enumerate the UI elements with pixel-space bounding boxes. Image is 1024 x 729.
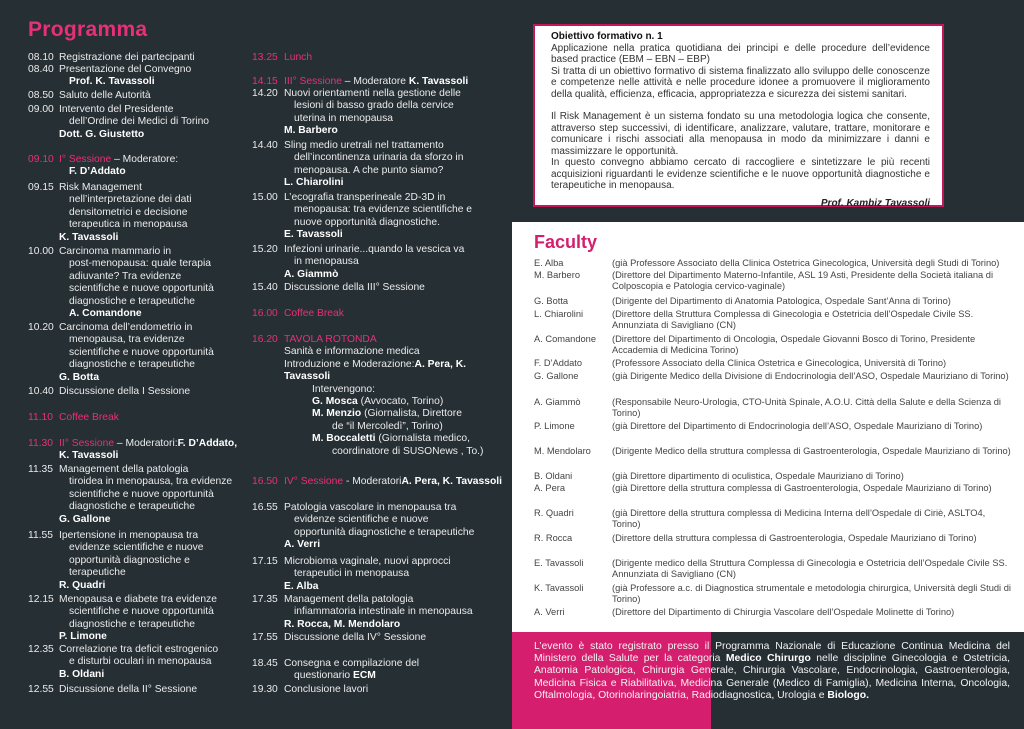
schedule-text: Presentazione del Convegno Prof. K. Tavassoli — [59, 64, 192, 88]
schedule-text: Management della patologia tiroidea in menopausa, tra evidenze scientifiche e nuove opportunità diagnostiche e terapeutiche G. Gallone — [59, 464, 233, 525]
schedule-time: 09.10 — [28, 154, 54, 165]
schedule-time: 10.20 — [28, 322, 54, 333]
schedule-time: 08.50 — [28, 90, 54, 101]
ecm-panel — [512, 632, 1024, 729]
schedule-text: II° Sessione – Moderatori:F. D’Addato, K. Tavassoli — [59, 438, 238, 462]
schedule-text: Discussione della IV° Sessione — [284, 632, 427, 643]
schedule-text: Nuovi orientamenti nella gestione delle lesioni di basso grado della cervice uterina in menopausa M. Barbero — [284, 88, 461, 137]
schedule-text: Correlazione tra deficit estrogenico e disturbi oculari in menopausa B. Oldani — [59, 644, 219, 680]
objective-paragraph-3: Il Risk Management è un sistema fondato su una metodologia logica che consente, attraverso step successivi, di identificare, analizzare, valutare, trattare, monitorare e comunicare i rischi associati alla menopausa in modo da minimizzare i danni e massimizzare le opportunità. — [551, 111, 930, 157]
faculty-panel — [512, 222, 1024, 632]
schedule-text: IV° Sessione - ModeratoriA. Pera, K. Tavassoli — [284, 476, 502, 487]
schedule-text: Sling medio uretrali nel trattamento dell’incontinenza urinaria da sforzo in menopausa. A che punto siamo? L. Chiarolini — [284, 140, 464, 189]
faculty-description: (Responsabile Neuro-Urologia, CTO-Unità Spinale, A.O.U. Città della Salute e della Scienza di Torino) — [612, 397, 1001, 418]
schedule-text: III° Sessione – Moderatore K. Tavassoli — [284, 76, 469, 87]
faculty-description: (già Professore Associato della Clinica Ostetrica Ginecologica, Università degli Studi di Torino) — [612, 258, 1000, 268]
schedule-time: 11.35 — [28, 464, 54, 475]
schedule-time: 19.30 — [252, 684, 278, 695]
ecm-category: Medico Chirurgo — [725, 653, 811, 665]
schedule-time: 16.50 — [252, 476, 278, 487]
faculty-description: (Dirigente medico della Struttura Complessa di Ginecologia e Ostetricia dell’Ospedale Civile SS. Annunziata di Savigliano (CN) — [612, 558, 1008, 579]
schedule-time: 14.15 — [252, 76, 278, 87]
faculty-name: F. D’Addato — [534, 358, 583, 368]
schedule-time: 18.45 — [252, 658, 278, 669]
schedule-text: I° Sessione – Moderatore: F. D’Addato — [59, 154, 179, 178]
schedule-time: 14.20 — [252, 88, 278, 99]
faculty-description: (già Direttore della struttura complessa di Gastroenterologia, Ospedale Mauriziano di Torino) — [612, 483, 992, 493]
schedule-time: 17.55 — [252, 632, 278, 643]
faculty-description: (Direttore del Dipartimento di Chirurgia Vascolare dell’Ospedale Molinette di Torino) — [612, 607, 955, 617]
schedule-text: L’ecografia transperineale 2D-3D in menopausa: tra evidenze scientifiche e nuove opportunità diagnostiche. E. Tavassoli — [284, 192, 473, 241]
schedule-text: Microbioma vaginale, nuovi approcci terapeutici in menopausa E. Alba — [284, 556, 451, 592]
objective-title: Obiettivo formativo n. 1 — [551, 31, 663, 42]
schedule-text: Carcinoma mammario in post-menopausa: quale terapia adiuvante? Tra evidenze scientifiche e nuove opportunità diagnostiche e terapeutiche A. Comandone — [59, 246, 214, 320]
objective-paragraph-1: Applicazione nella pratica quotidiana dei principi e delle procedure dell’evidence based practice (EBM – EBN – EBP) — [551, 42, 930, 65]
objective-box — [533, 24, 944, 207]
schedule-time: 16.00 — [252, 308, 278, 319]
schedule-time: 16.20 — [252, 334, 278, 345]
faculty-description: (già Direttore del Dipartimento di Endocrinologia dell’ASO, Ospedale Mauriziano di Torino) — [612, 421, 983, 431]
faculty-description: (già Dirigente Medico della Divisione di Endocrinologia dell’ASO, Ospedale Mauriziano di Torino) — [612, 371, 1009, 381]
faculty-description: (già Professore a.c. di Diagnostica strumentale e metodologia chirurgica, Università degli Studi di Torino) — [612, 583, 1011, 604]
schedule-text: Discussione della I Sessione — [59, 386, 191, 397]
schedule-time: 13.25 — [252, 52, 278, 63]
schedule-time: 12.55 — [28, 684, 54, 695]
schedule-time: 11.55 — [28, 530, 54, 541]
faculty-description: (Direttore della struttura complessa di Gastroenterologia, Ospedale Mauriziano di Torino) — [612, 533, 977, 543]
schedule-time: 10.40 — [28, 386, 54, 397]
faculty-name: K. Tavassoli — [534, 583, 584, 593]
schedule-text: Patologia vascolare in menopausa tra evidenze scientifiche e nuove opportunità diagnostiche e terapeutiche A. Verri — [284, 502, 475, 551]
schedule-text: Discussione della II° Sessione — [59, 684, 198, 695]
schedule-text: Discussione della III° Sessione — [284, 282, 425, 293]
ecm-text-part-2: nelle discipline Ginecologia e Ostetricia, Anatomia Patologica, Chirurgia Generale, Chirurgia Vascolare, Endocrinologia, Gastroenterologia, Medicina Fisica e Riabilitativa, Medicina Generale (Medico di Famiglia), Medicina Interna, Oncologia, Oftalmologia, Otorinolaringoiatria, Radiodiagnostica, Urologia e — [534, 653, 1010, 701]
faculty-name: E. Tavassoli — [534, 558, 584, 568]
faculty-description: (Direttore della Struttura Complessa di Ginecologia e Ostetricia dell’Ospedale Civile SS. Annunziata di Savigliano (CN) — [612, 309, 974, 330]
faculty-name: R. Quadri — [534, 508, 574, 518]
faculty-name: G. Botta — [534, 296, 569, 306]
schedule-text: Ipertensione in menopausa tra evidenze scientifiche e nuove opportunità diagnostiche e terapeutiche R. Quadri — [59, 530, 204, 591]
faculty-name: R. Rocca — [534, 533, 573, 543]
faculty-name: G. Gallone — [534, 371, 579, 381]
faculty-description: (Dirigente del Dipartimento di Anatomia Patologica, Ospedale Sant’Anna di Torino) — [612, 296, 951, 306]
schedule-time: 17.35 — [252, 594, 278, 605]
schedule-text: Infezioni urinarie...quando la vescica va in menopausa A. Giammò — [284, 244, 465, 280]
schedule-time: 15.20 — [252, 244, 278, 255]
faculty-name: A. Pera — [534, 483, 566, 493]
objective-paragraph-4: In questo convegno abbiamo cercato di raccogliere e sintetizzare le più recenti acquisizioni riguardanti le evidenze scientifiche e le nuove opportunità diagnostiche e terapeutiche in menopausa. — [551, 157, 930, 191]
schedule-text: Conclusione lavori — [284, 684, 369, 695]
schedule-time: 11.30 — [28, 438, 54, 449]
faculty-name: E. Alba — [534, 258, 564, 268]
faculty-description: (già Direttore della struttura complessa di Medicina Interna dell’Ospedale di Ciriè, ASLTO4, Torino) — [612, 508, 986, 529]
schedule-time: 09.00 — [28, 104, 54, 115]
programma-title: Programma — [28, 18, 148, 41]
schedule-text: Intervento del Presidente dell’Ordine dei Medici di Torino Dott. G. Giustetto — [59, 104, 210, 140]
ecm-biologo: Biologo. — [827, 689, 869, 701]
schedule-text: Coffee Break — [284, 308, 344, 319]
faculty-title: Faculty — [534, 232, 598, 252]
schedule-text: TAVOLA ROTONDA Sanità e informazione medica Introduzione e Moderazione:A. Pera, K. Tavassoli Intervengono: G. Mosca (Avvocato, Torino) M. Menzio (Giornalista, Direttore de “il Mercoledì”, Torino) M. Boccaletti (Giornalista medico, coordinatore di SUSONews , To.) — [284, 334, 484, 457]
faculty-description: (Professore Associato della Clinica Ostetrica e Ginecologica, Università di Torino) — [612, 358, 947, 368]
schedule-time: 08.40 — [28, 64, 54, 75]
faculty-name: M. Barbero — [534, 270, 580, 280]
faculty-name: A. Giammò — [534, 397, 581, 407]
schedule-text: Carcinoma dell’endometrio in menopausa, tra evidenze scientifiche e nuove opportunità diagnostiche e terapeutiche G. Botta — [59, 322, 214, 383]
faculty-name: B. Oldani — [534, 471, 573, 481]
schedule-text: Lunch — [284, 52, 313, 63]
faculty-name: P. Limone — [534, 421, 575, 431]
faculty-description: (Direttore del Dipartimento di Oncologia, Ospedale Giovanni Bosco di Torino, Presidente Accademia di Medicina Torino) — [612, 334, 976, 355]
faculty-name: M. Mendolaro — [534, 446, 591, 456]
faculty-description: (Direttore del Dipartimento Materno-Infantile, ASL 19 Asti, Presidente della Società italiana di Colposcopia e Patologia cervico-vaginale) — [612, 270, 994, 291]
schedule-text: Risk Management nell’interpretazione dei dati densitometrici e decisione terapeutica in menopausa K. Tavassoli — [59, 182, 192, 243]
schedule-text: Coffee Break — [59, 412, 119, 423]
ecm-text — [534, 641, 1010, 702]
schedule-time: 17.15 — [252, 556, 278, 567]
objective-paragraph-2: Si tratta di un obiettivo formativo di sistema finalizzato allo sviluppo delle conoscenze e competenze nelle attività e nelle procedure idonee a promuovere il miglioramento della qualità, efficienza, efficacia, appropriatezza e sicurezza dei sistemi sanitari. — [551, 65, 930, 100]
schedule-text: Consegna e compilazione del questionario ECM — [284, 658, 420, 682]
ecm-text-part-1: L’evento è stato registrato presso il Programma Nazionale di Educazione Continua Medicina del Ministero della Salute per la categoria — [534, 641, 1010, 665]
schedule-time: 10.00 — [28, 246, 54, 257]
schedule-text: Management della patologia infiammatoria intestinale in menopausa R. Rocca, M. Mendolaro — [284, 594, 473, 630]
faculty-description: (Dirigente Medico della struttura complessa di Gastroenterologia, Ospedale Mauriziano di Torino) — [612, 446, 1011, 456]
schedule-time: 16.55 — [252, 502, 278, 513]
faculty-name: L. Chiarolini — [534, 309, 584, 319]
schedule-time: 11.10 — [28, 412, 54, 423]
faculty-description: (già Direttore dipartimento di oculistica, Ospedale Mauriziano di Torino) — [612, 471, 904, 481]
faculty-name: A. Verri — [534, 607, 565, 617]
schedule-time: 09.15 — [28, 182, 54, 193]
schedule-time: 08.10 — [28, 52, 54, 63]
schedule-time: 12.15 — [28, 594, 54, 605]
schedule-time: 14.40 — [252, 140, 278, 151]
schedule-time: 12.35 — [28, 644, 54, 655]
faculty-name: A. Comandone — [534, 334, 597, 344]
schedule-text: Saluto delle Autorità — [59, 90, 151, 101]
schedule-time: 15.00 — [252, 192, 278, 203]
schedule-text: Menopausa e diabete tra evidenze scientifiche e nuove opportunità diagnostiche e terapeutiche P. Limone — [59, 594, 217, 643]
schedule-text: Registrazione dei partecipanti — [59, 52, 195, 63]
schedule-time: 15.40 — [252, 282, 278, 293]
objective-signature: Prof. Kambiz Tavassoli — [820, 197, 930, 209]
